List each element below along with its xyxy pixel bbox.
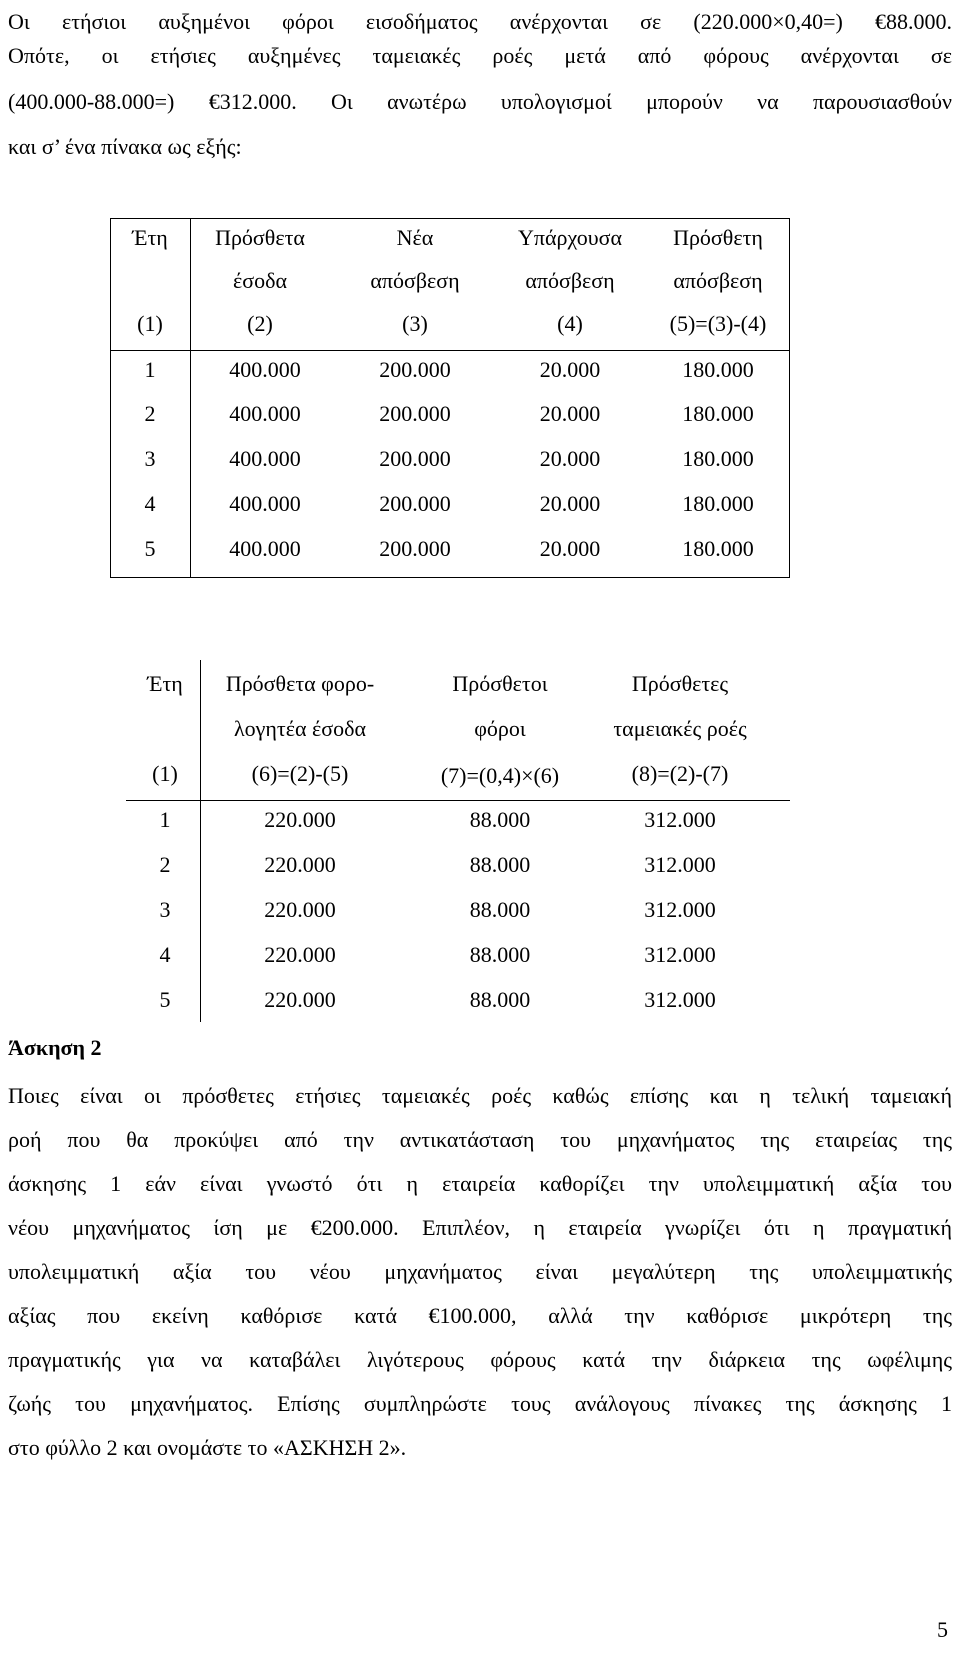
table2-cell: 4 [159, 942, 171, 967]
table2-cell: 1 [159, 807, 171, 832]
table1-header: Πρόσθετα [215, 225, 305, 250]
table2-cell: 220.000 [264, 897, 336, 922]
table1-cell: 3 [144, 446, 156, 471]
table1-header: απόσβεση [673, 268, 763, 293]
table1-header: Νέα [396, 225, 434, 250]
table1-cell: 1 [144, 357, 156, 382]
table2-header: (8)=(2)-(7) [631, 761, 729, 786]
table1-header: έσοδα [233, 268, 287, 293]
table1-cell: 180.000 [682, 401, 754, 426]
intro-line: Οπότε, οι ετήσιες αυξημένες ταμειακές ροές μετά από φόρους ανέρχονται σε [8, 43, 952, 68]
table1-cell: 180.000 [682, 357, 754, 382]
table2-header: φόροι [474, 716, 526, 741]
table2-cell: 312.000 [644, 852, 716, 877]
table1-cell: 180.000 [682, 446, 754, 471]
table2-cell: 88.000 [469, 942, 531, 967]
table2-cell: 88.000 [469, 852, 531, 877]
table1-cell: 20.000 [539, 357, 601, 382]
exercise-line: άσκησης 1 εάν είναι γνωστό ότι η εταιρεία καθορίζει την υπολειμματική αξία του [8, 1171, 952, 1196]
table1-header: (5)=(3)-(4) [669, 311, 767, 336]
exercise-line: Ποιες είναι οι πρόσθετες ετήσιες ταμειακές ροές καθώς επίσης και η τελική ταμειακή [8, 1083, 952, 1108]
table1-header: Πρόσθετη [673, 225, 763, 250]
table2-cell: 312.000 [644, 807, 716, 832]
table2-cell: 312.000 [644, 897, 716, 922]
page-number: 5 [937, 1617, 948, 1642]
table1-header: (1) [137, 311, 163, 336]
table2-cell: 5 [159, 987, 171, 1012]
table2-header: (1) [152, 761, 178, 786]
table2-header: (7)=(0,4)×(6) [440, 763, 560, 788]
intro-line: και σ’ ένα πίνακα ως εξής: [8, 134, 242, 159]
table2-cell: 88.000 [469, 897, 531, 922]
table2-cell: 312.000 [644, 942, 716, 967]
table1-cell: 4 [144, 491, 156, 516]
table2-header: ταμειακές ροές [613, 716, 747, 741]
table1-header: (3) [402, 311, 428, 336]
table1-header: Υπάρχουσα [517, 225, 623, 250]
table1-cell: 20.000 [539, 491, 601, 516]
table1-header: (2) [247, 311, 273, 336]
table1-cell: 400.000 [229, 491, 301, 516]
table1-header: απόσβεση [525, 268, 615, 293]
table1-cell: 180.000 [682, 536, 754, 561]
exercise-line: πραγματικής για να καταβάλει λιγότερους φόρους κατά την διάρκεια της ωφέλιμης [8, 1347, 952, 1372]
table2-cell: 220.000 [264, 852, 336, 877]
exercise-line: ζωής του μηχανήματος. Επίσης συμπληρώστε τους ανάλογους πίνακες της άσκησης 1 [8, 1391, 952, 1416]
table2-cell: 312.000 [644, 987, 716, 1012]
exercise-line: αξίας που εκείνη καθόρισε κατά €100.000, αλλά την καθόρισε μικρότερη της [8, 1303, 952, 1328]
exercise-line: υπολειμματική αξία του νέου μηχανήματος είναι μεγαλύτερη της υπολειμματικής [8, 1259, 952, 1284]
table2-header: Πρόσθετα φορο- [225, 671, 375, 696]
table1-cell: 200.000 [379, 401, 451, 426]
table1-cell: 200.000 [379, 357, 451, 382]
table1-cell: 180.000 [682, 491, 754, 516]
table2-cell: 220.000 [264, 942, 336, 967]
table1-header: Έτη [132, 225, 168, 250]
exercise-line: ροή που θα προκύψει από την αντικατάσταση του μηχανήματος της εταιρείας της [8, 1127, 952, 1152]
table2-cell: 88.000 [469, 987, 531, 1012]
table1-header: (4) [557, 311, 583, 336]
table1-cell: 20.000 [539, 446, 601, 471]
table1-cell: 20.000 [539, 536, 601, 561]
exercise-title: Άσκηση 2 [8, 1035, 102, 1060]
table2-cell: 3 [159, 897, 171, 922]
table1-cell: 20.000 [539, 401, 601, 426]
table1-cell: 200.000 [379, 491, 451, 516]
intro-line: (400.000-88.000=) €312.000. Οι ανωτέρω υπολογισμοί μπορούν να παρουσιασθούν [8, 89, 952, 114]
table2-header: Πρόσθετες [631, 671, 729, 696]
table2-cell: 88.000 [469, 807, 531, 832]
table1-cell: 5 [144, 536, 156, 561]
intro-line: Οι ετήσιοι αυξημένοι φόροι εισοδήματος ανέρχονται σε (220.000×0,40=) €88.000. [8, 9, 952, 34]
table1-cell: 400.000 [229, 536, 301, 561]
table1-cell: 2 [144, 401, 156, 426]
table2-cell: 2 [159, 852, 171, 877]
table1-cell: 200.000 [379, 536, 451, 561]
table2-cell: 220.000 [264, 987, 336, 1012]
table1-cell: 200.000 [379, 446, 451, 471]
table1-header: απόσβεση [370, 268, 460, 293]
table2-header: Έτη [147, 671, 183, 696]
table2-header: λογητέα έσοδα [234, 716, 366, 741]
exercise-line: στο φύλλο 2 και ονομάστε το «ΑΣΚΗΣΗ 2». [8, 1435, 407, 1460]
table1-cell: 400.000 [229, 446, 301, 471]
table1-cell: 400.000 [229, 401, 301, 426]
table1-cell: 400.000 [229, 357, 301, 382]
exercise-line: νέου μηχανήματος ίση με €200.000. Επιπλέον, η εταιρεία γνωρίζει ότι η πραγματική [8, 1215, 952, 1240]
table2-header: (6)=(2)-(5) [251, 761, 349, 786]
table2-header: Πρόσθετοι [452, 671, 548, 696]
table2-cell: 220.000 [264, 807, 336, 832]
